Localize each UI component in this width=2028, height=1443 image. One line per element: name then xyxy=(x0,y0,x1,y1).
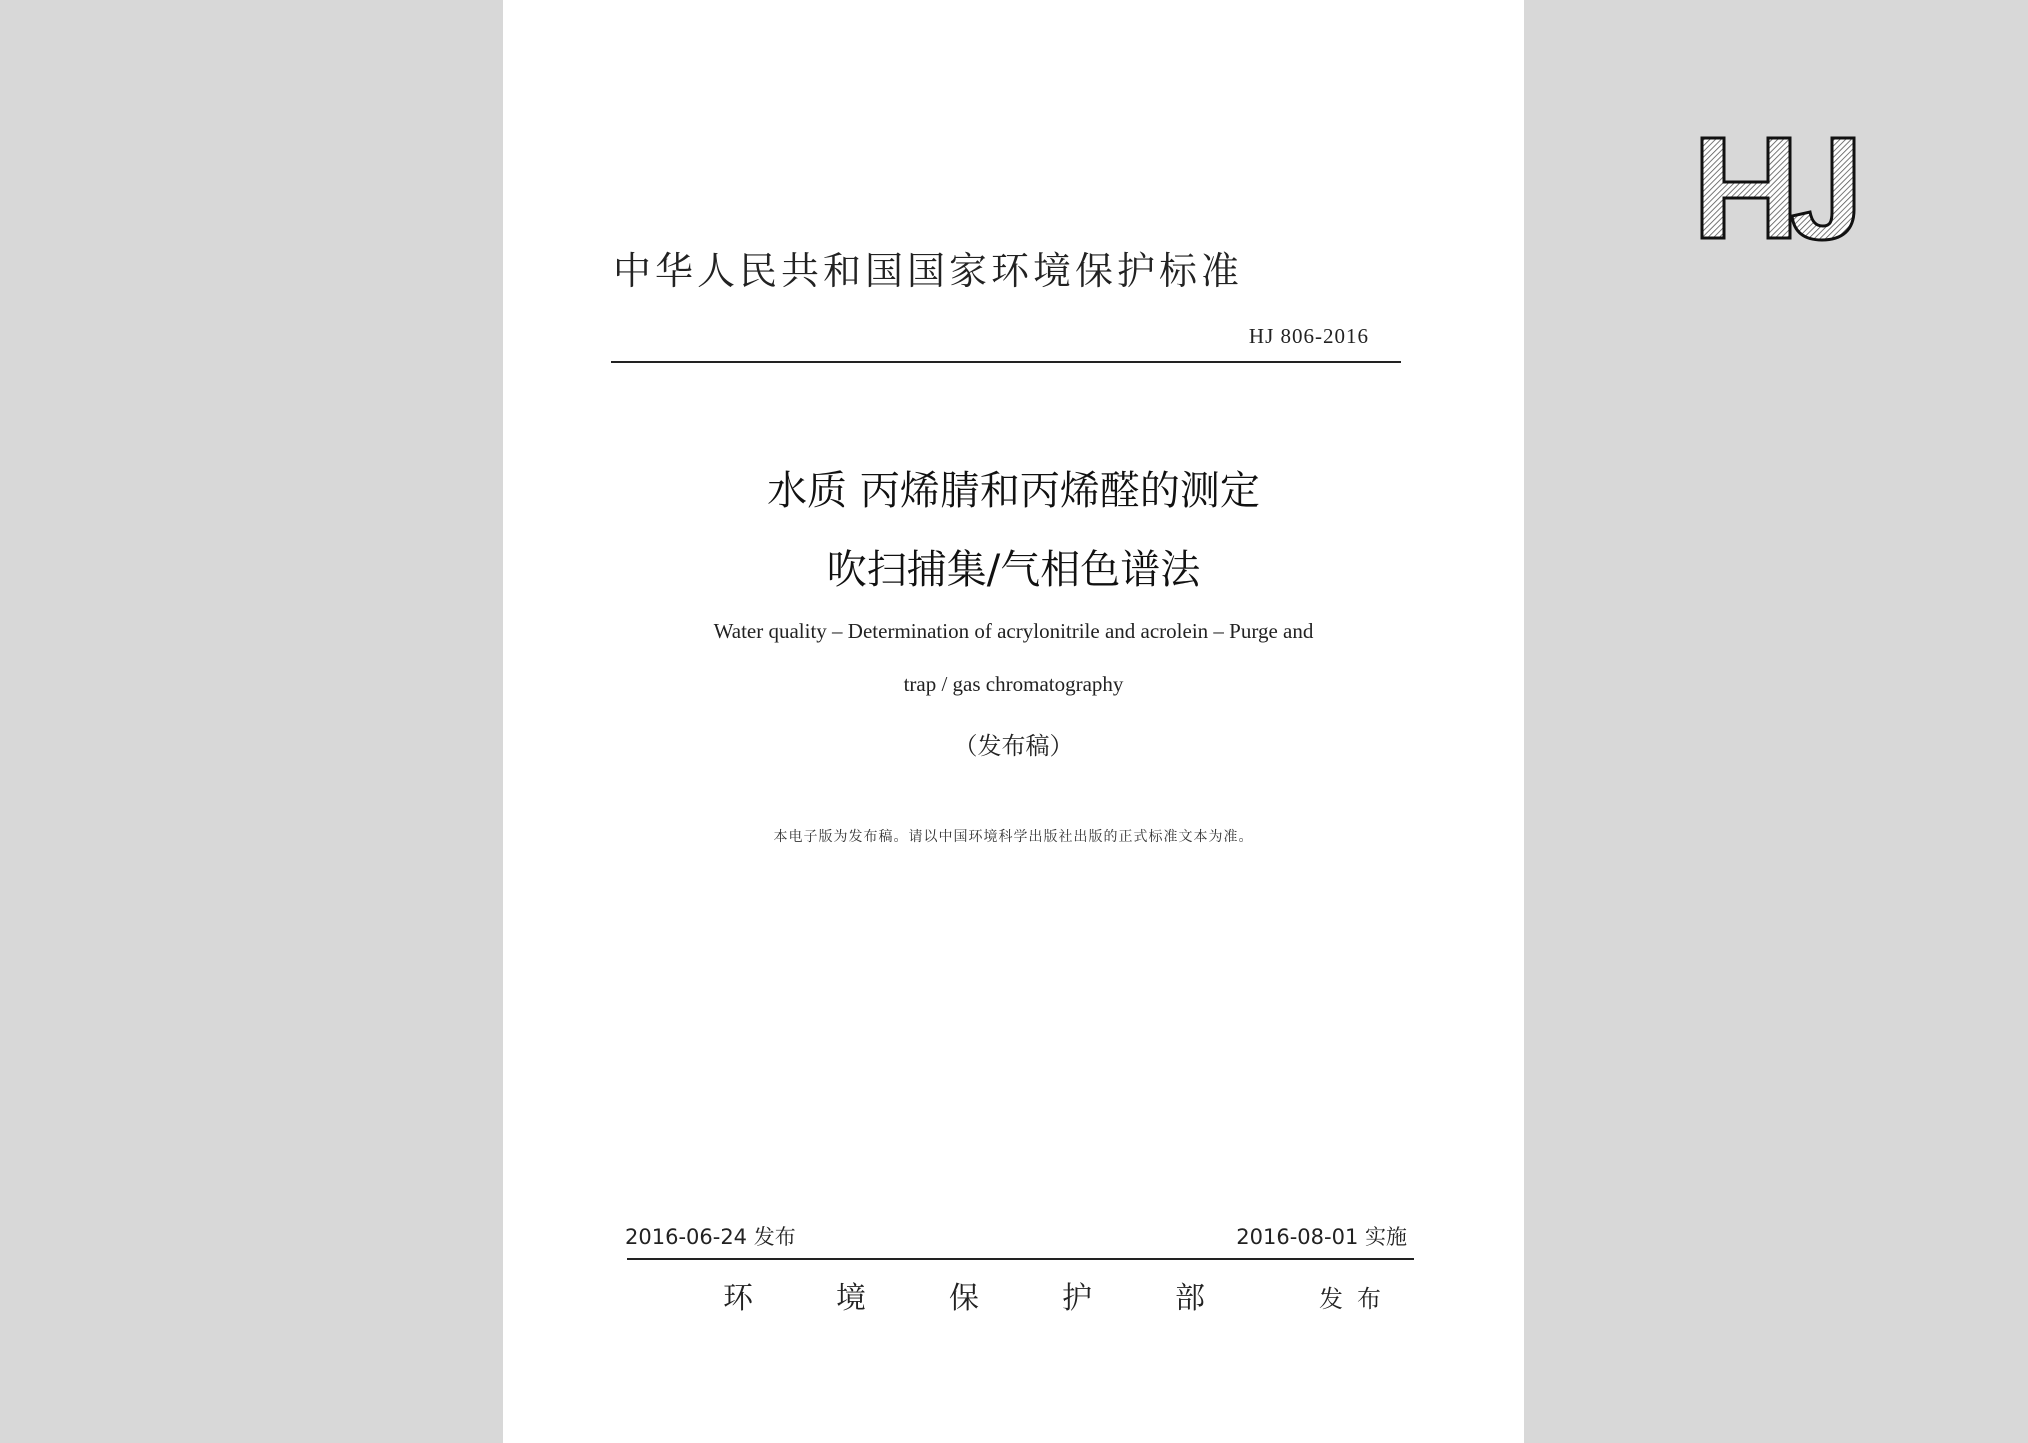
document-page xyxy=(503,0,1524,1443)
standard-number: HJ 806-2016 xyxy=(1248,324,1369,348)
header-divider xyxy=(611,361,1401,363)
title-chinese-line-2: 吹扫捕集/气相色谱法 xyxy=(826,547,1201,593)
issue-date: 2016-06-24 发布 xyxy=(625,1225,796,1249)
draft-label: （发布稿） xyxy=(953,732,1074,760)
effective-date: 2016-08-01 实施 xyxy=(1236,1225,1407,1249)
title-chinese-line-1: 水质 丙烯腈和丙烯醛的测定 xyxy=(767,468,1260,514)
title-english-line-1: Water quality – Determination of acrylonitrile and acrolein – Purge and xyxy=(713,619,1314,643)
title-english-line-2: trap / gas chromatography xyxy=(903,672,1124,696)
issuing-authority: 环境保护部 xyxy=(723,1281,1288,1316)
organization-name: 中华人民共和国国家环境保护标准 xyxy=(613,249,1244,293)
edition-note: 本电子版为发布稿。请以中国环境科学出版社出版的正式标准文本为准。 xyxy=(773,829,1254,845)
issue-word: 发布 xyxy=(1319,1285,1395,1313)
footer-divider xyxy=(627,1258,1414,1260)
hj-logo xyxy=(1186,130,1866,246)
hj-logo-mark xyxy=(1696,130,1866,246)
